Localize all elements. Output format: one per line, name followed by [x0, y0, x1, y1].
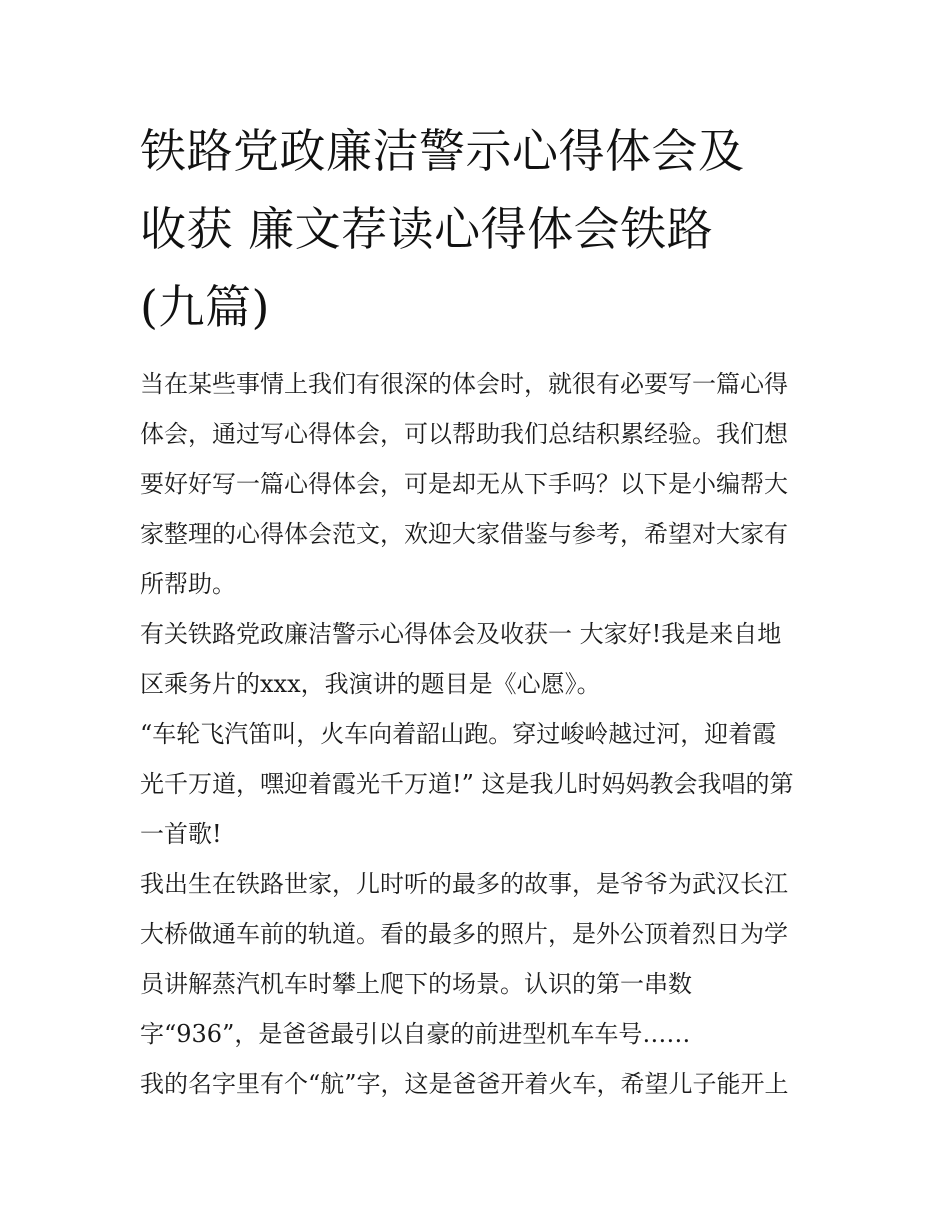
- text-line: 我出生在铁路世家，儿时听的最多的故事，是爷爷为武汉长江: [140, 870, 788, 898]
- paragraph-railway-family: [140, 859, 815, 1059]
- text-line: 一首歌!: [140, 820, 222, 848]
- text-line: 大桥做通车前的轨道。看的最多的照片，是外公顶着烈日为学: [140, 920, 788, 948]
- text-line: 当在某些事情上我们有很深的体会时，就很有必要写一篇心得: [140, 370, 788, 398]
- paragraph-song-lyrics: [140, 709, 815, 859]
- text-line: “车轮飞汽笛叫，火车向着韶山跑。穿过峻岭越过河，迎着霞: [140, 720, 777, 748]
- text-line: 光千万道，嘿迎着霞光千万道!” 这是我儿时妈妈教会我唱的第: [140, 770, 794, 798]
- document-content: [140, 112, 815, 1109]
- text-line: 所帮助。: [140, 570, 236, 598]
- paragraph-speech-opening: [140, 609, 815, 709]
- document-title: [140, 112, 815, 346]
- text-line: 家整理的心得体会范文，欢迎大家借鉴与参考，希望对大家有: [140, 520, 788, 548]
- text-line: 区乘务片的xxx，我演讲的题目是《心愿》。: [140, 670, 601, 698]
- text-line: 我的名字里有个“航”字，这是爸爸开着火车，希望儿子能开上: [140, 1070, 789, 1098]
- title-line: 铁路党政廉洁警示心得体会及: [140, 124, 745, 178]
- text-line: 有关铁路党政廉洁警示心得体会及收获一 大家好!我是来自地: [140, 620, 782, 648]
- document-body: [140, 359, 815, 1109]
- text-line: 字“936”，是爸爸最引以自豪的前进型机车车号……: [140, 1020, 691, 1048]
- text-line: 要好好写一篇心得体会，可是却无从下手吗？以下是小编帮大: [140, 470, 788, 498]
- title-line: (九篇): [140, 280, 270, 334]
- text-line: 体会，通过写心得体会，可以帮助我们总结积累经验。我们想: [140, 420, 788, 448]
- text-line: 员讲解蒸汽机车时攀上爬下的场景。认识的第一串数: [140, 970, 692, 998]
- title-line: 收获 廉文荐读心得体会铁路: [140, 202, 714, 256]
- paragraph-name-origin: [140, 1059, 815, 1109]
- paragraph-intro: [140, 359, 815, 609]
